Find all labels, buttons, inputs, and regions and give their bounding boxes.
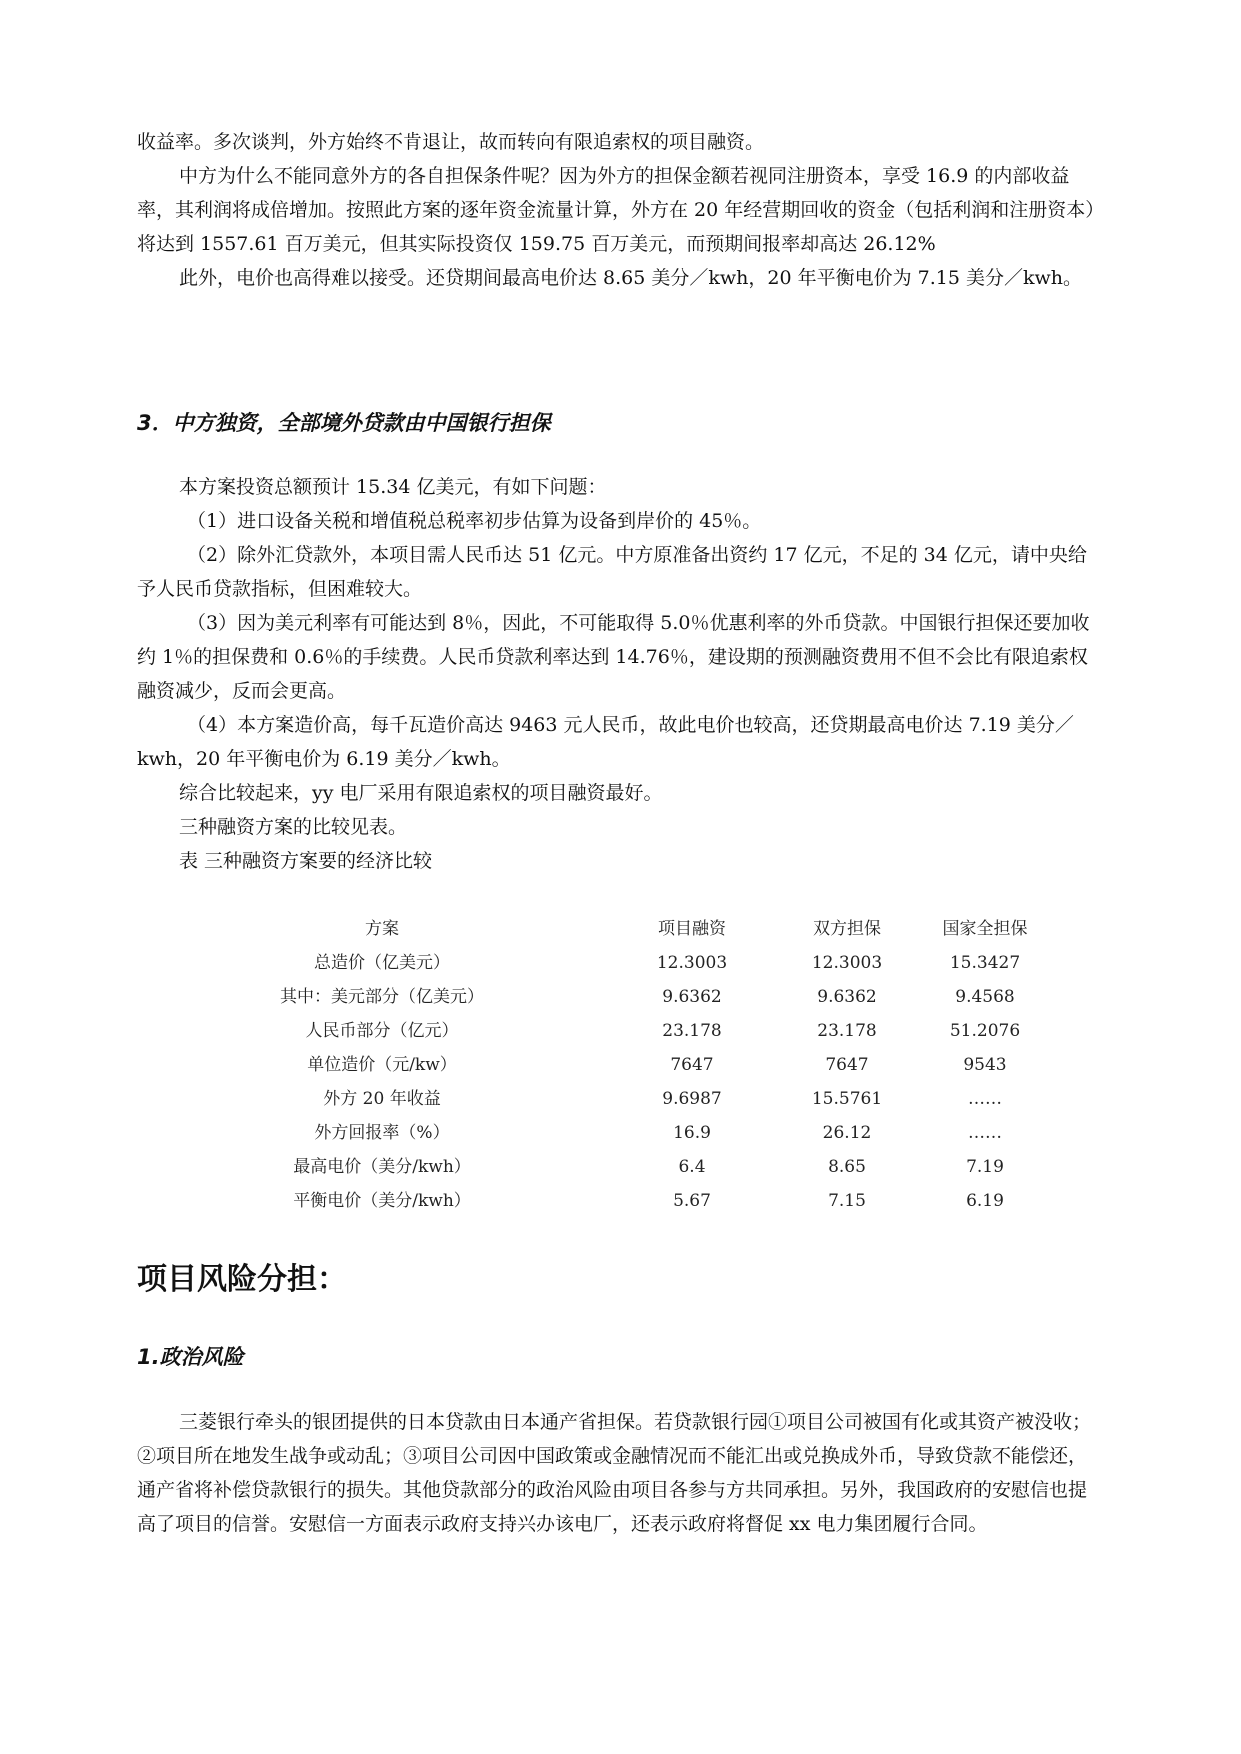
table-cell: 6.19: [966, 1191, 1004, 1211]
paragraph-item-4: （4）本方案造价高，每千瓦造价高达 9463 元人民币，故此电价也较高，还贷期最高电价达 7.19 美分／kwh，20 年平衡电价为 6.19 美分／kwh。: [137, 714, 1074, 770]
table-cell: 最高电价（美分/kwh）: [293, 1157, 471, 1177]
table-cell: 7647: [825, 1055, 869, 1075]
table-cell: 12.3003: [656, 953, 728, 973]
table-header-cell: 方案: [365, 919, 399, 939]
table-cell: 人民币部分（亿元）: [305, 1021, 459, 1041]
paragraph-guarantee-reason: 中方为什么不能同意外方的各自担保条件呢？因为外方的担保金额若视同注册资本，享受 16.9 的内部收益率，其利润将成倍增加。按照此方案的逐年资金流量计算，外方在 20 年经营期回收的资金（包括利润和注册资本）将达到 1557.61 百万美元，但其实际投资仅 159.75 百万美元，而预期间报率却高达 26.12%: [137, 165, 1095, 255]
table-row: [137, 1116, 1102, 1150]
table-cell: 7.19: [966, 1157, 1004, 1177]
table-cell: 9.6362: [817, 987, 877, 1007]
table-header-cell: 双方担保: [813, 919, 881, 939]
table-row: [137, 980, 1102, 1014]
political-risk-block: [137, 1405, 1102, 1541]
table-cell: 9543: [963, 1055, 1007, 1075]
paragraph-item-1: （1）进口设备关税和增值税总税率初步估算为设备到岸价的 45％。: [187, 510, 762, 532]
table-cell: 9.6987: [662, 1089, 722, 1109]
table-cell: 外方回报率（%）: [314, 1123, 450, 1143]
paragraph-item-3: （3）因为美元利率有可能达到 8％，因此，不可能取得 5.0％优惠利率的外币贷款。中国银行担保还要加收约 1％的担保费和 0.6％的手续费。人民币贷款利率达到 14.76％，建设期的预测融资费用不但不会比有限追索权融资减少，反而会更高。: [137, 612, 1090, 702]
table-row: [137, 1150, 1102, 1184]
section-3-heading: 3．中方独资，全部境外贷款由中国银行担保: [137, 411, 551, 435]
table-header-cell: 项目融资: [658, 919, 726, 939]
table-cell: 其中：美元部分（亿美元）: [280, 987, 484, 1007]
political-risk-heading: 1.政治风险: [137, 1345, 244, 1369]
table-row: [137, 946, 1102, 980]
paragraph-item-2: （2）除外汇贷款外，本项目需人民币达 51 亿元。中方原准备出资约 17 亿元，不足的 34 亿元，请中央给予人民币贷款指标，但困难较大。: [137, 544, 1087, 600]
paragraph-electricity-price: 此外，电价也高得难以接受。还贷期间最高电价达 8.65 美分／kwh，20 年平衡电价为 7.15 美分／kwh。: [179, 267, 1083, 289]
table-cell: 6.4: [678, 1157, 706, 1177]
paragraph-table-intro: 三种融资方案的比较见表。: [179, 816, 408, 838]
table-cell: 7.15: [828, 1191, 866, 1211]
table-cell: 16.9: [673, 1123, 711, 1143]
table-cell: 15.3427: [949, 953, 1021, 973]
table-row: [137, 1014, 1102, 1048]
table-cell: 26.12: [822, 1123, 872, 1143]
table-header-cell: 国家全担保: [942, 919, 1028, 939]
section-3-paragraphs: [137, 470, 1102, 878]
table-caption: 表 三种融资方案要的经济比较: [179, 850, 433, 872]
paragraph-political-risk: 三菱银行牵头的银团提供的日本贷款由日本通产省担保。若贷款银行园①项目公司被国有化或其资产被没收；②项目所在地发生战争或动乱；③项目公司因中国政策或金融情况而不能汇出或兑换成外币，导致贷款不能偿还，通产省将补偿贷款银行的损失。其他贷款部分的政治风险由项目各参与方共同承担。另外，我国政府的安慰信也提高了项目的信誉。安慰信一方面表示政府支持兴办该电厂，还表示政府将督促 xx 电力集团履行合同。: [137, 1411, 1092, 1535]
table-cell: 总造价（亿美元）: [314, 953, 450, 973]
table-row: [137, 1082, 1102, 1116]
table-cell: 9.6362: [662, 987, 722, 1007]
table-header-row: [137, 912, 1102, 946]
intro-paragraphs: [137, 125, 1102, 295]
paragraph-investment-total: 本方案投资总额预计 15.34 亿美元，有如下问题：: [179, 476, 607, 498]
table-cell: ……: [968, 1089, 1002, 1109]
table-cell: ……: [968, 1123, 1002, 1143]
table-cell: 9.4568: [955, 987, 1015, 1007]
table-cell: 51.2076: [949, 1021, 1021, 1041]
table-row: [137, 1048, 1102, 1082]
table-cell: 5.67: [673, 1191, 711, 1211]
table-cell: 单位造价（元/kw）: [307, 1055, 457, 1075]
table-cell: 8.65: [828, 1157, 866, 1177]
table-cell: 23.178: [817, 1021, 877, 1041]
table-cell: 7647: [670, 1055, 714, 1075]
table-cell: 12.3003: [811, 953, 883, 973]
table-cell: 外方 20 年收益: [323, 1089, 441, 1109]
table-cell: 23.178: [662, 1021, 722, 1041]
paragraph-continuation: 收益率。多次谈判，外方始终不肯退让，故而转向有限追索权的项目融资。: [137, 131, 765, 153]
comparison-table: [137, 912, 1102, 1218]
risk-section-title: 项目风险分担：: [137, 1262, 347, 1297]
table-row: [137, 1184, 1102, 1218]
table-cell: 平衡电价（美分/kwh）: [293, 1191, 471, 1211]
table-cell: 15.5761: [811, 1089, 883, 1109]
paragraph-conclusion: 综合比较起来，yy 电厂采用有限追索权的项目融资最好。: [179, 782, 663, 804]
